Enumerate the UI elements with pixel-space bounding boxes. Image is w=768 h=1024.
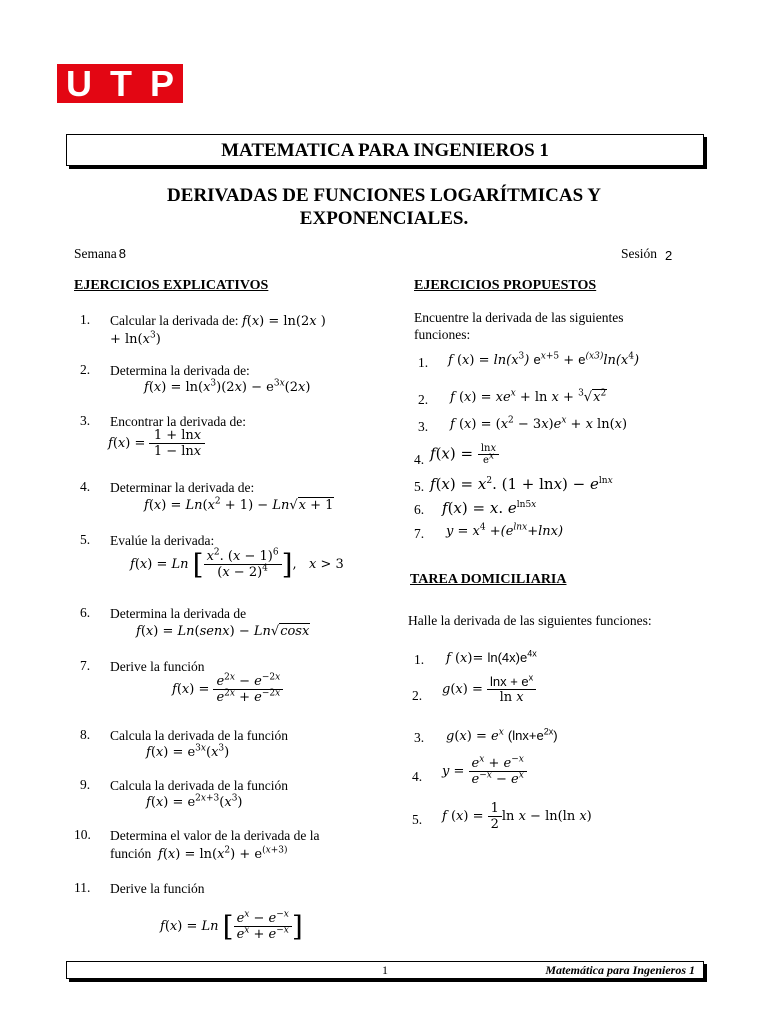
proposed-3-formula: f $(x) = (x^2 - 3x)e^x + x$ ln(x) — [450, 415, 628, 432]
item-number: 2. — [418, 392, 429, 407]
footer — [66, 961, 704, 979]
exercise-5-label: Evalúe la derivada: — [110, 533, 215, 548]
item-number: 5. — [414, 479, 425, 494]
exercise-10-label: Determina el valor de la derivada de la — [110, 828, 320, 843]
item-number: 6. — [414, 502, 425, 517]
item-number: 9. — [80, 777, 91, 792]
right-intro: Encuentre la derivada de las siguientes funciones: — [414, 310, 624, 342]
week-label: Semana 8 — [74, 246, 126, 261]
item-number: 1. — [80, 312, 91, 327]
logo-letter-u: U — [65, 63, 92, 104]
course-title: MATEMATICA PARA INGENIEROS 1 — [221, 140, 549, 161]
tarea-heading: TAREA DOMICILIARIA — [410, 572, 567, 587]
exercise-6-label: Determina la derivada de — [110, 606, 247, 621]
item-number: 7. — [80, 658, 91, 673]
formula: f(x) = ln(2x ) + $\ln(x^3)$ — [110, 314, 326, 347]
tarea-2-formula: g(x) = $\frac{\ln x + e^x}{\text{ln x}}$ — [442, 674, 536, 705]
left-heading: EJERCICIOS EXPLICATIVOS — [74, 278, 269, 293]
tarea-5-formula: f (x) = $\frac{1}{2}$ ln x − ln(ln x) — [442, 801, 592, 832]
exercise-7-label: Derive la función — [110, 659, 205, 674]
item-number: 6. — [80, 605, 91, 620]
exercise-6-formula: f(x) = Ln(senx) − Ln√cosx — [136, 624, 310, 639]
tarea-intro: Halle la derivada de las siguientes funciones: — [408, 613, 652, 628]
exercise-4-formula: $f(x) = Ln(x^2 + 1) - Ln√x + 1$ — [144, 496, 334, 513]
exercise-4-label: Determinar la derivada de: — [110, 480, 255, 495]
exercise-8-formula: $f(x) = e^{3x}(x^3)$ — [146, 743, 230, 760]
exercise-7-formula: f(x) = $\frac{e^{2x} - e^{-2x}}{e^{2x} + e^{-2x}}$ — [172, 674, 283, 705]
proposed-4-formula: f(x) = $\frac{\ln x}{ex}$ — [430, 443, 499, 466]
item-number: 8. — [80, 727, 91, 742]
right-heading: EJERCICIOS PROPUESTOS — [414, 278, 597, 293]
logo-letter-t: T — [109, 63, 132, 104]
session-label: Sesión 2 — [621, 246, 673, 263]
item-number: 11. — [74, 880, 91, 895]
item-number: 4. — [412, 769, 423, 784]
proposed-5-formula: $f(x) = x^2$. $(1 + \ln x) - e^{lnx}$ — [430, 475, 613, 493]
item-number: 5. — [80, 532, 91, 547]
item-number: 2. — [412, 688, 423, 703]
page-number: 1 — [382, 963, 388, 977]
logo-letter-p: P — [149, 63, 174, 104]
exercise-2-label: Determina la derivada de: — [110, 363, 250, 378]
tarea-3-formula: $g(x) = e^x$ $(\ln x+e^{2x})$ — [446, 726, 558, 744]
exercise-3-formula: f(x) = $\frac{1 + \ln x}{1 - \ln x}$ — [108, 428, 205, 459]
exercise-1: Calcular la derivada de: f(x) = ln(2x ) + $\ln(x^3)$ — [110, 313, 326, 347]
item-number: 7. — [414, 526, 425, 541]
exercise-11-formula: f(x) = Ln [ $\frac{e^x - e^{-x}}{e^x + e^{-x}}$ ] — [160, 909, 303, 943]
exercise-11-label: Derive la función — [110, 881, 205, 896]
item-number: 3. — [80, 413, 91, 428]
item-number: 1. — [418, 355, 429, 370]
tarea-4-formula: y = $\frac{e^x + e^{-x}}{e^{-x} - e^x}$ — [442, 756, 527, 787]
proposed-6-formula: f(x) = x. $e^{ln5x}$ — [442, 499, 537, 517]
proposed-1-formula: f $(x) = \ln(x^3) e^{x+5} + e^{(x3)}\ln(x^4)$ — [448, 351, 640, 368]
item-number: 2. — [80, 362, 91, 377]
item-number: 1. — [414, 652, 425, 667]
item-number: 4. — [80, 479, 91, 494]
proposed-7-formula: $y = x^4 +(e^{lnx}+\ln x)$ — [446, 522, 564, 539]
item-number: 4. — [414, 452, 425, 467]
exercise-3-label: Encontrar la derivada de: — [110, 414, 247, 429]
exercise-8-label: Calcula la derivada de la función — [110, 728, 289, 743]
item-number: 3. — [414, 730, 425, 745]
exercise-9-label: Calcula la derivada de la función — [110, 778, 289, 793]
utp-logo — [57, 64, 183, 103]
item-number: 5. — [412, 812, 423, 827]
document-subtitle: DERIVADAS DE FUNCIONES LOGARÍTMICAS Y EXPONENCIALES. — [167, 185, 601, 229]
proposed-2-formula: f $(x) = xe^x + \ln x + ^3√x^2$ — [450, 388, 607, 405]
exercise-9-formula: $f(x) = e^{2x+3}(x^3)$ — [146, 793, 243, 810]
course-title-box — [66, 134, 704, 166]
exercise-2-formula: $f(x) = \ln(x^3)(2x) - e^{3x}(2x)$ — [144, 378, 311, 395]
item-number: 3. — [418, 419, 429, 434]
exercise-5-formula: f(x) = Ln [ $\frac{x^2. (x - 1)^6}{(x - 2)^4}$ ], x > 3 — [130, 547, 344, 581]
item-number: 10. — [74, 827, 91, 842]
tarea-1-formula: f $(x)= \ln(4x)e^{4x}$ — [446, 648, 537, 666]
exercise-10-line2: función $f(x) = \ln(x^2) + e^{(x+3)}$ — [110, 845, 288, 862]
footer-course-name: Matemática para Ingenieros 1 — [545, 963, 695, 977]
